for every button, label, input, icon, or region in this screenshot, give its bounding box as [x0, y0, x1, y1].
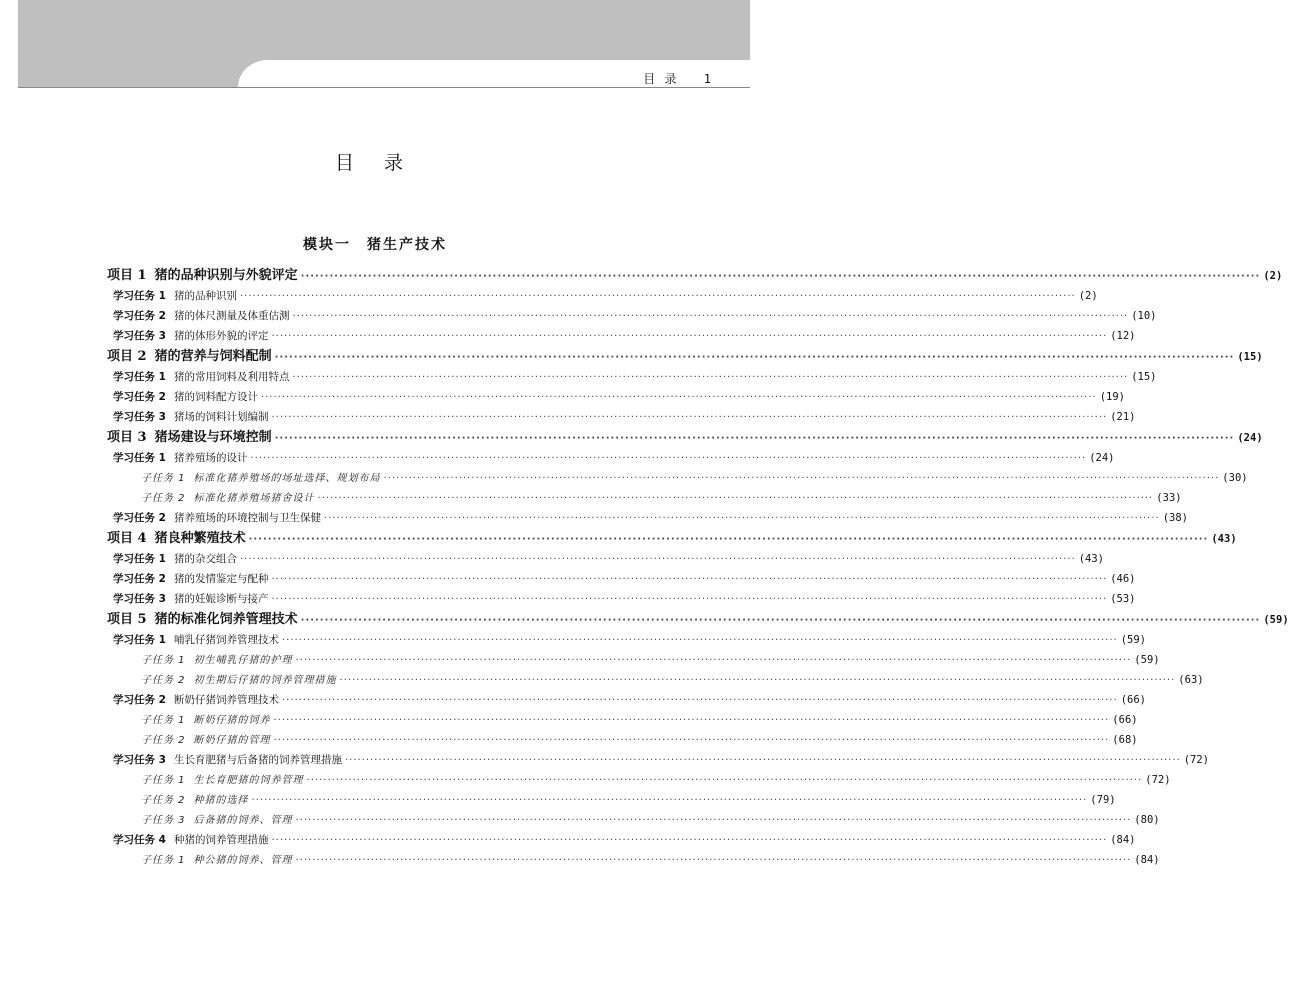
toc-entry-title: 初生期后仔猪的饲养管理措施: [193, 675, 337, 686]
toc-task-entry[interactable]: [107, 630, 1147, 650]
toc-entry-label: [113, 750, 342, 770]
toc-entry-number: 子任务 1: [141, 715, 186, 726]
dot-leader: ········································································································································································································: [271, 574, 1108, 585]
toc-entry-page: (68): [1112, 734, 1138, 746]
dot-leader: ········································································································································································································: [295, 815, 1132, 826]
toc-entry-number: 学习任务 1: [113, 553, 166, 565]
header-rule: [18, 87, 750, 88]
toc-entry-page: (15): [1237, 351, 1263, 363]
dot-leader: ········································································································································································································: [271, 835, 1108, 846]
toc-entry-number: 项目 3: [107, 430, 147, 445]
dot-leader: ········································································································································································································: [300, 615, 1261, 626]
dot-leader: ········································································································································································································: [271, 331, 1108, 342]
dot-leader: ········································································································································································································: [239, 554, 1076, 565]
toc-entry-number: 项目 5: [107, 612, 147, 627]
toc-entry-title: 猪的常用饲料及利用特点: [173, 371, 290, 383]
dot-leader: ········································································································································································································: [250, 453, 1087, 464]
toc-entry-number: 学习任务 2: [113, 694, 166, 706]
toc-entry-number: 学习任务 3: [113, 330, 166, 342]
toc-entry-label: [113, 830, 268, 850]
toc-entry-label: [141, 651, 293, 671]
toc-entry-number: 子任务 2: [141, 795, 186, 806]
toc-entry-title: 生长育肥猪与后备猪的饲养管理措施: [173, 754, 342, 766]
toc-entry-page: (53): [1110, 593, 1136, 605]
toc-entry-page: (59): [1263, 614, 1289, 626]
toc-entry-number: 学习任务 4: [113, 834, 166, 846]
toc-entry-label: [113, 630, 279, 650]
toc-entry-label: [141, 731, 271, 751]
toc-entry-page: (30): [1222, 472, 1248, 484]
toc-entry-label: [113, 387, 258, 407]
toc-entry-label: [113, 589, 268, 609]
toc-entry-title: 猪的营养与饲料配制: [154, 349, 272, 364]
toc-entry-title: 猪的体尺测量及体重估测: [173, 310, 290, 322]
dot-leader: ········································································································································································································: [300, 271, 1261, 282]
toc-entry-number: 学习任务 3: [113, 411, 166, 423]
toc-subtask-entry[interactable]: [107, 670, 1204, 690]
toc-entry-page: (63): [1178, 674, 1204, 686]
toc-project-entry[interactable]: [107, 265, 1283, 286]
toc-entry-number: 学习任务 1: [113, 290, 166, 302]
dot-leader: ········································································································································································································: [281, 635, 1118, 646]
dot-leader: ········································································································································································································: [274, 433, 1235, 444]
toc-entry-title: 断奶仔猪的饲养: [193, 715, 271, 726]
toc-entry-page: (66): [1112, 714, 1138, 726]
dot-leader: ········································································································································································································: [339, 675, 1176, 686]
toc-task-entry[interactable]: [107, 448, 1115, 468]
dot-leader: ········································································································································································································: [239, 291, 1076, 302]
toc-entry-number: 学习任务 2: [113, 310, 166, 322]
dot-leader: ········································································································································································································: [344, 755, 1181, 766]
toc-entry-number: 学习任务 3: [113, 754, 166, 766]
toc-entry-label: [113, 448, 247, 468]
dot-leader: ········································································································································································································: [292, 311, 1129, 322]
dot-leader: ········································································································································································································: [260, 392, 1097, 403]
toc-entry-number: 学习任务 2: [113, 512, 166, 524]
toc-entry-page: (24): [1089, 452, 1115, 464]
running-head-page-number: 1: [703, 72, 712, 86]
toc-entry-number: 子任务 2: [141, 493, 186, 504]
toc-entry-title: 种猪的饲养管理措施: [173, 834, 269, 846]
toc-task-entry[interactable]: [107, 690, 1147, 710]
toc-entry-title: 猪养殖场的环境控制与卫生保健: [173, 512, 321, 524]
toc-entry-title: 猪场的饲料计划编制: [173, 411, 269, 423]
toc-task-entry[interactable]: [107, 286, 1098, 306]
toc-entry-title: 猪养殖场的设计: [173, 452, 248, 464]
toc-entry-title: 哺乳仔猪饲养管理技术: [173, 634, 279, 646]
dot-leader: ········································································································································································································: [292, 372, 1129, 383]
toc-task-entry[interactable]: [107, 549, 1105, 569]
toc-project-entry[interactable]: [107, 528, 1237, 549]
toc-subtask-entry[interactable]: [107, 850, 1160, 870]
toc-entry-title: 猪良种繁殖技术: [154, 531, 246, 546]
dot-leader: ········································································································································································································: [271, 594, 1108, 605]
toc-entry-page: (84): [1110, 834, 1136, 846]
dot-leader: ········································································································································································································: [295, 655, 1132, 666]
toc-task-entry[interactable]: [107, 589, 1136, 609]
toc-task-entry[interactable]: [107, 830, 1136, 850]
toc-entry-number: 学习任务 2: [113, 573, 166, 585]
toc-entry-label: [113, 549, 237, 569]
toc-entry-page: (79): [1090, 794, 1116, 806]
toc-entry-title: 断奶仔猪的管理: [193, 735, 271, 746]
dot-leader: ········································································································································································································: [271, 412, 1108, 423]
toc-entry-page: (43): [1211, 533, 1237, 545]
toc-entry-label: [113, 508, 321, 528]
toc-project-entry[interactable]: [107, 427, 1263, 448]
dot-leader: ········································································································································································································: [248, 534, 1209, 545]
toc-entry-title: 猪的品种识别: [173, 290, 237, 302]
toc-entry-page: (80): [1134, 814, 1160, 826]
toc-entry-label: [107, 346, 272, 367]
toc-entry-label: [141, 851, 293, 871]
toc-entry-title: 猪的发情鉴定与配种: [173, 573, 269, 585]
toc-entry-label: [113, 286, 237, 306]
toc-entry-label: [113, 407, 268, 427]
running-head-title: 目 录: [643, 72, 678, 86]
toc-entry-title: 猪的体形外貌的评定: [173, 330, 269, 342]
toc-entry-page: (72): [1145, 774, 1171, 786]
dot-leader: ········································································································································································································: [383, 473, 1220, 484]
toc-subtask-entry[interactable]: [107, 710, 1138, 730]
toc-entry-title: 生长育肥猪的饲养管理: [193, 775, 304, 786]
toc-entry-label: [107, 528, 246, 549]
toc-entry-title: 断奶仔猪饲养管理技术: [173, 694, 279, 706]
toc-entry-number: 子任务 1: [141, 473, 186, 484]
module-title: 模块一 猪生产技术: [303, 237, 447, 253]
toc-entry-title: 后备猪的饲养、管理: [193, 815, 293, 826]
dot-leader: ········································································································································································································: [251, 795, 1088, 806]
toc-entry-title: 猪的标准化饲养管理技术: [154, 612, 298, 627]
toc-entry-number: 学习任务 3: [113, 593, 166, 605]
toc-entry-number: 项目 2: [107, 349, 147, 364]
toc-entry-page: (19): [1099, 391, 1126, 403]
dot-leader: ········································································································································································································: [295, 855, 1132, 866]
table-of-contents: [107, 265, 1289, 870]
toc-subtask-entry[interactable]: [107, 810, 1160, 830]
toc-entry-page: (33): [1156, 492, 1182, 504]
toc-entry-label: [107, 265, 298, 286]
dot-leader: ········································································································································································································: [281, 695, 1118, 706]
toc-entry-page: (43): [1078, 553, 1105, 565]
dot-leader: ········································································································································································································: [273, 715, 1110, 726]
toc-entry-number: 子任务 1: [141, 655, 186, 666]
toc-entry-number: 子任务 1: [141, 775, 186, 786]
toc-entry-label: [107, 427, 272, 448]
toc-entry-page: (59): [1134, 654, 1160, 666]
toc-entry-title: 初生哺乳仔猪的护理: [193, 655, 293, 666]
toc-entry-label: [141, 671, 337, 691]
dot-leader: ········································································································································································································: [323, 513, 1160, 524]
page-title: 目 录: [334, 152, 416, 174]
toc-entry-title: 标准化猪养殖场的场址选择、规划布局: [193, 473, 381, 484]
toc-entry-label: [107, 609, 298, 630]
toc-entry-label: [141, 711, 271, 731]
toc-entry-number: 学习任务 1: [113, 634, 166, 646]
toc-entry-page: (24): [1237, 432, 1263, 444]
toc-entry-page: (38): [1162, 512, 1189, 524]
toc-entry-label: [113, 569, 268, 589]
toc-task-entry[interactable]: [107, 407, 1136, 427]
dot-leader: ········································································································································································································: [317, 493, 1154, 504]
toc-entry-title: 猪场建设与环境控制: [154, 430, 272, 445]
toc-task-entry[interactable]: [107, 750, 1210, 770]
running-head: [0, 70, 712, 87]
toc-entry-label: [141, 771, 304, 791]
toc-entry-label: [141, 469, 381, 489]
toc-entry-number: 学习任务 1: [113, 452, 166, 464]
toc-entry-page: (72): [1183, 754, 1210, 766]
toc-entry-number: 学习任务 1: [113, 371, 166, 383]
toc-entry-number: 子任务 3: [141, 815, 186, 826]
toc-entry-title: 猪的品种识别与外貌评定: [154, 268, 298, 283]
toc-entry-label: [113, 326, 268, 346]
toc-entry-number: 子任务 2: [141, 675, 186, 686]
toc-entry-page: (84): [1134, 854, 1160, 866]
toc-entry-page: (59): [1120, 634, 1147, 646]
toc-entry-title: 种公猪的饲养、管理: [193, 855, 293, 866]
toc-entry-label: [141, 489, 315, 509]
toc-entry-title: 猪的妊娠诊断与接产: [173, 593, 269, 605]
toc-entry-number: 项目 1: [107, 268, 147, 283]
toc-entry-page: (15): [1131, 371, 1157, 383]
toc-entry-label: [113, 306, 289, 326]
toc-project-entry[interactable]: [107, 609, 1289, 630]
toc-entry-page: (2): [1078, 290, 1098, 302]
toc-entry-page: (10): [1131, 310, 1157, 322]
toc-entry-page: (46): [1110, 573, 1136, 585]
toc-entry-title: 标准化猪养殖场猪舍设计: [193, 493, 315, 504]
toc-entry-number: 子任务 1: [141, 855, 186, 866]
toc-entry-title: 猪的杂交组合: [173, 553, 237, 565]
toc-task-entry[interactable]: [107, 387, 1126, 407]
toc-task-entry[interactable]: [107, 306, 1157, 326]
toc-subtask-entry[interactable]: [107, 650, 1160, 670]
toc-entry-number: 学习任务 2: [113, 391, 166, 403]
toc-subtask-entry[interactable]: [107, 730, 1138, 750]
toc-entry-label: [141, 811, 293, 831]
toc-project-entry[interactable]: [107, 346, 1263, 367]
toc-entry-page: (66): [1120, 694, 1147, 706]
toc-task-entry[interactable]: [107, 326, 1136, 346]
dot-leader: ········································································································································································································: [306, 775, 1143, 786]
dot-leader: ········································································································································································································: [274, 352, 1235, 363]
dot-leader: ········································································································································································································: [273, 735, 1110, 746]
toc-entry-page: (12): [1110, 330, 1136, 342]
toc-entry-page: (2): [1263, 270, 1283, 282]
toc-entry-title: 猪的饲料配方设计: [173, 391, 258, 403]
toc-task-entry[interactable]: [107, 569, 1136, 589]
toc-entry-page: (21): [1110, 411, 1136, 423]
toc-entry-number: 项目 4: [107, 531, 147, 546]
toc-subtask-entry[interactable]: [107, 468, 1248, 488]
toc-entry-title: 种猪的选择: [193, 795, 249, 806]
toc-task-entry[interactable]: [107, 508, 1189, 528]
toc-subtask-entry[interactable]: [107, 790, 1116, 810]
toc-subtask-entry[interactable]: [107, 488, 1182, 508]
toc-entry-number: 子任务 2: [141, 735, 186, 746]
toc-entry-label: [113, 690, 279, 710]
toc-entry-label: [141, 791, 249, 811]
toc-entry-label: [113, 367, 289, 387]
toc-subtask-entry[interactable]: [107, 770, 1171, 790]
toc-task-entry[interactable]: [107, 367, 1157, 387]
